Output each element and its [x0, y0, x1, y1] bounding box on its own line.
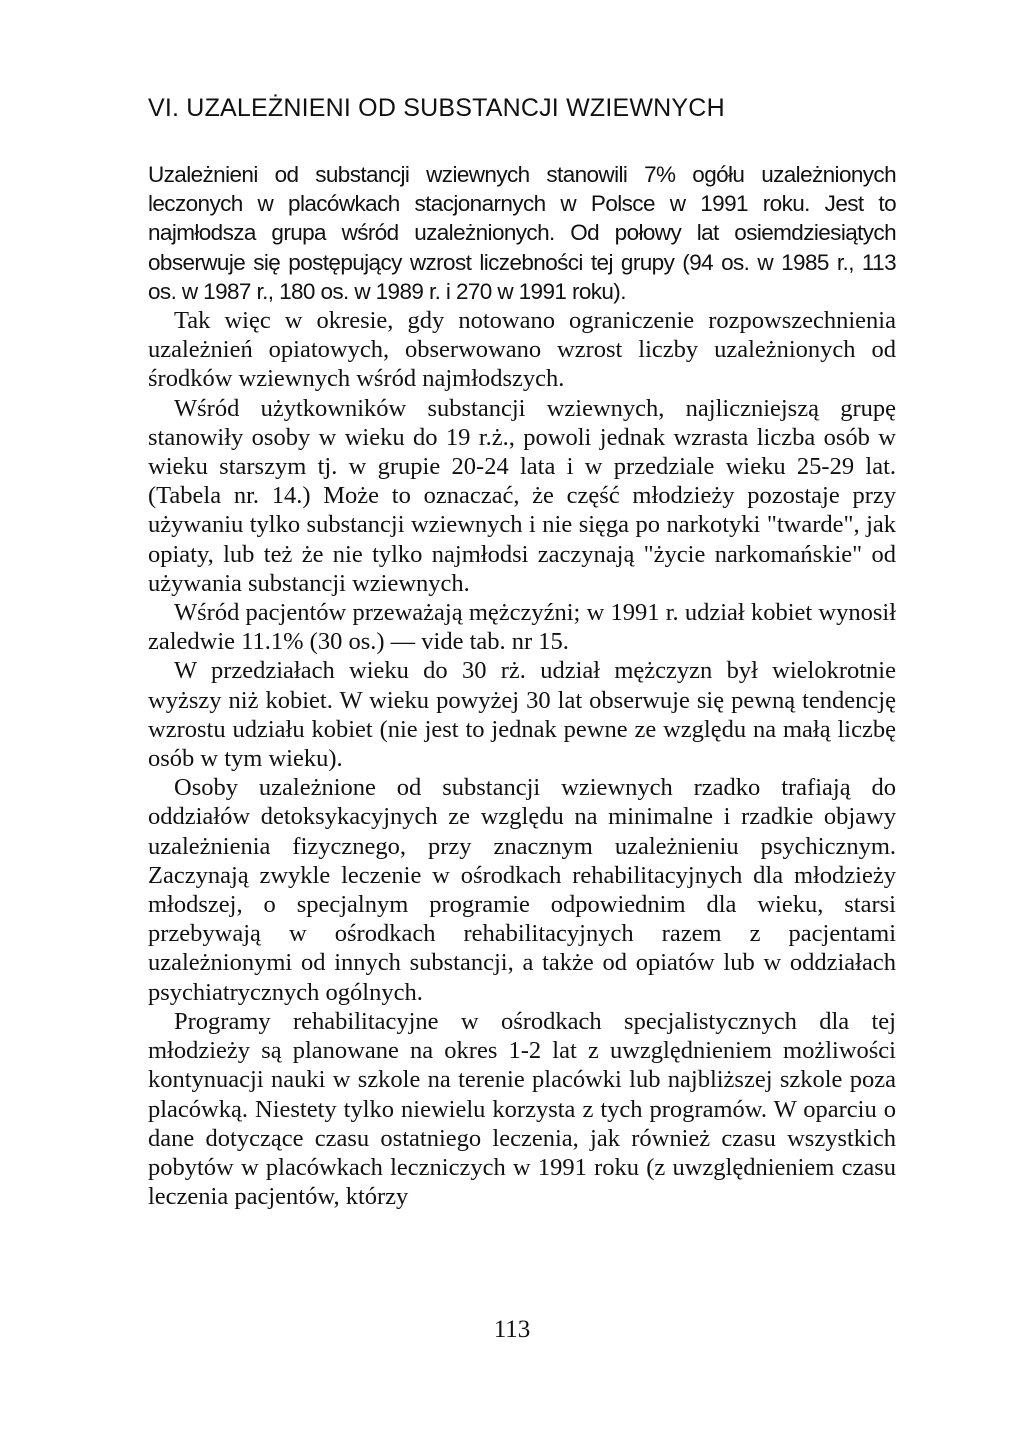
paragraph-1: Uzależnieni od substancji wziewnych stanowili 7% ogółu uzależnionych leczonych w placówkach stacjonarnych w Polsce w 1991 roku. Jest to najmłodsza grupa wśród uzależnionych. Od połowy lat osiemdziesiątych obserwuje się postępujący wzrost liczebności tej grupy (94 os. w 1985 r., 113 os. w 1987 r., 180 os. w 1989 r. i 270 w 1991 roku).: [148, 162, 896, 304]
chapter-heading: VI. UZALEŻNIENI OD SUBSTANCJI WZIEWNYCH: [148, 94, 725, 122]
paragraph-4: Wśród pacjentów przeważają mężczyźni; w 1991 r. udział kobiet wynosił zaledwie 11.1% (30 os.) — vide tab. nr 15.: [148, 599, 896, 656]
paragraph-3: Wśród użytkowników substancji wziewnych, najliczniejszą grupę stanowiły osoby w wieku do 19 r.ż., powoli jednak wzrasta liczba osób w wieku starszym tj. w grupie 20-24 lata i w przedziale wieku 25-29 lat. (Tabela nr. 14.) Może to oznaczać, że część młodzieży pozostaje przy używaniu tylko substancji wziewnych i nie sięga po narkotyki "twarde", jak opiaty, lub też że nie tylko najmłodsi zaczynają "życie narkomańskie" od używania substancji wziewnych.: [148, 394, 896, 597]
body-text: [148, 160, 896, 1211]
page-number: 113: [493, 1316, 531, 1343]
paragraph-6: Osoby uzależnione od substancji wziewnych rzadko trafiają do oddziałów detoksykacyjnych ze względu na minimalne i rzadkie objawy uzależnienia fizycznego, przy znacznym uzależnieniu psychicznym. Zaczynają zwykle leczenie w ośrodkach rehabilitacyjnych dla młodzieży młodszej, o specjalnym programie odpowiednim dla wieku, starsi przebywają w ośrodkach rehabilitacyjnych razem z pacjentami uzależnionymi od innych substancji, a także od opiatów lub w oddziałach psychiatrycznych ogólnych.: [148, 774, 896, 1006]
paragraph-5: W przedziałach wieku do 30 rż. udział mężczyzn był wielokrotnie wyższy niż kobiet. W wieku powyżej 30 lat obserwuje się pewną tendencję wzrostu udziału kobiet (nie jest to jednak pewne ze względu na małą liczbę osób w tym wieku).: [148, 657, 896, 773]
paragraph-2: Tak więc w okresie, gdy notowano ograniczenie rozpowszechnienia uzależnień opiatowych, obserwowano wzrost liczby uzależnionych od środków wziewnych wśród najmłodszych.: [148, 307, 896, 393]
paragraph-7: Programy rehabilitacyjne w ośrodkach specjalistycznych dla tej młodzieży są planowane na okres 1-2 lat z uwzględnieniem możliwości kontynuacji nauki w szkole na terenie placówki lub najbliższej szkole poza placówką. Niestety tylko niewielu korzysta z tych programów. W oparciu o dane dotyczące czasu ostatniego leczenia, jak również czasu wszystkich pobytów w placówkach leczniczych w 1991 roku (z uwzględnieniem czasu leczenia pacjentów, którzy: [148, 1007, 896, 1211]
